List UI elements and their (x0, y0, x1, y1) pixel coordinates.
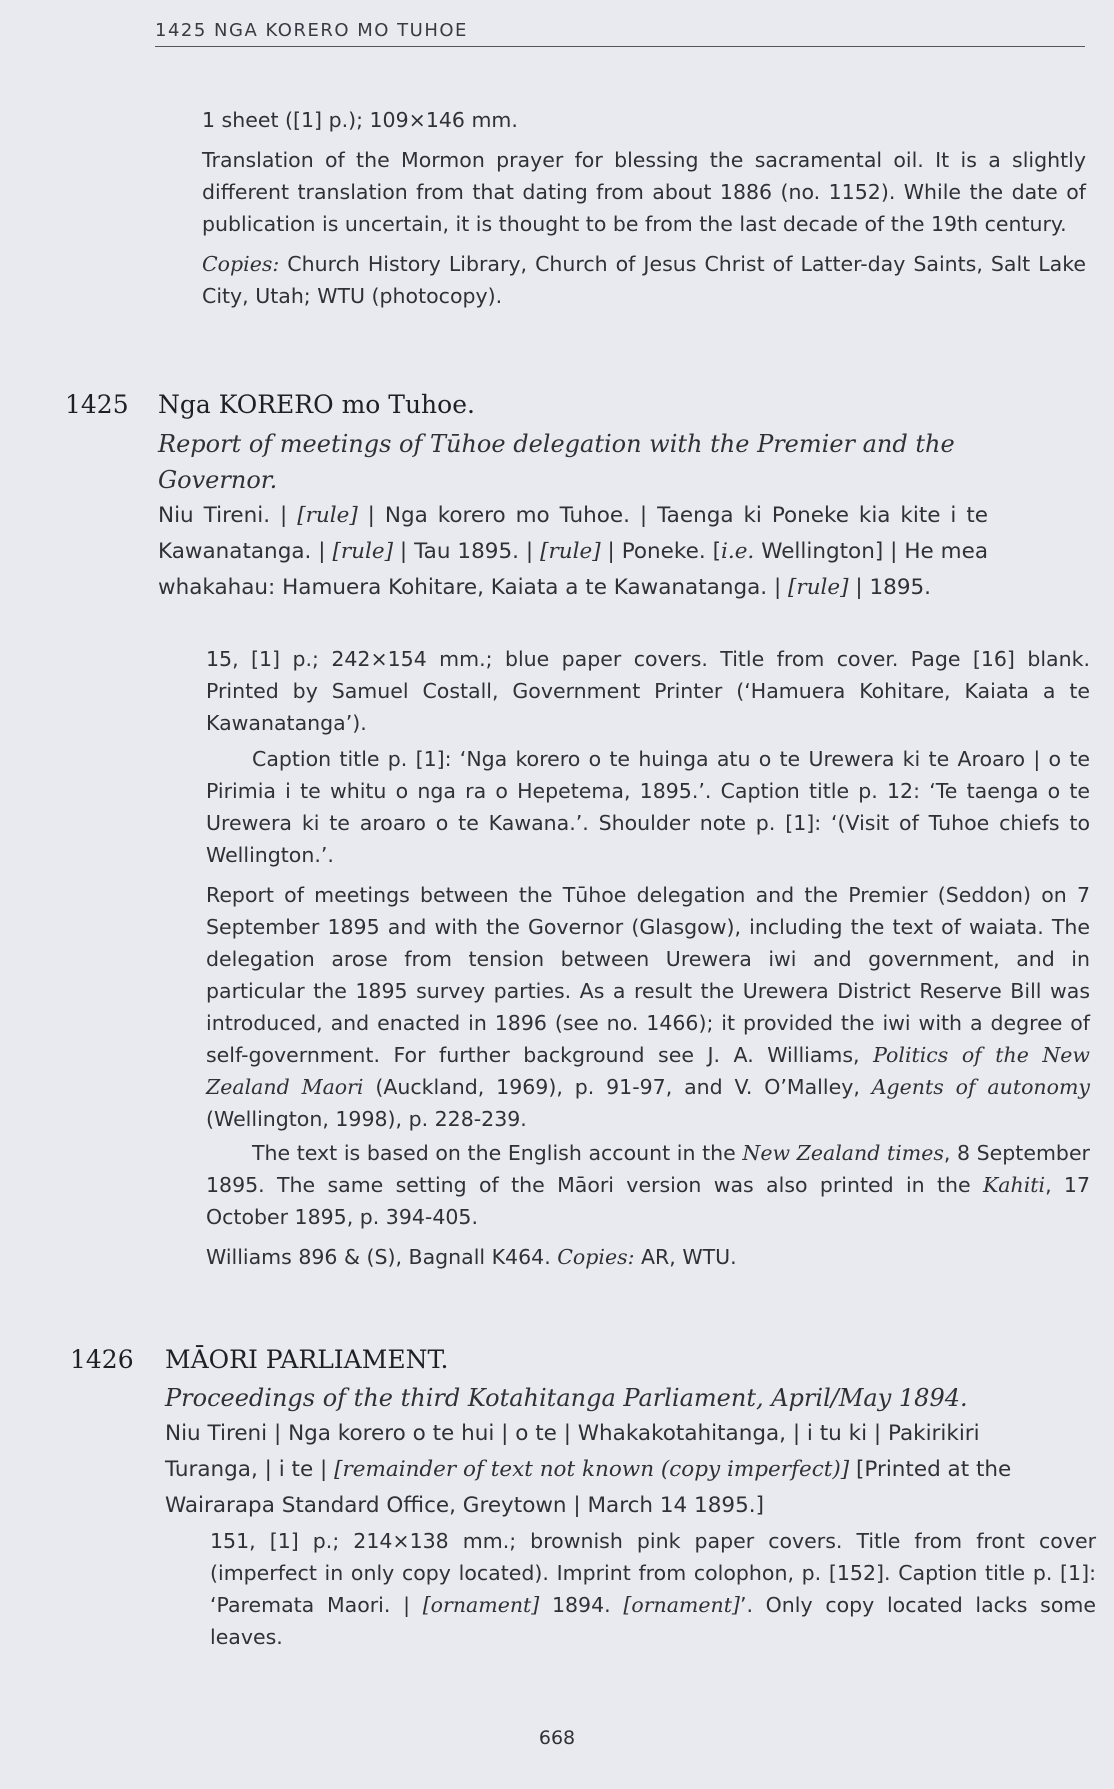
text-basis-note-1425: The text is based on the English account in the New Zealand times, 8 September 1895. The same setting of the Māori version was also printed in the Kahiti, 17 October 1895, p. 394-405. (206, 1141, 1090, 1229)
physical-description-1426: 151, [1] p.; 214×138 mm.; brownish pink paper covers. Title from front cover (imperfect in only copy located). Imprint from colophon, p. [152]. Caption title p. [1]: ‘Paremata Maori. | [ornament] 1894. [ornament]’. Only copy located lacks some leaves. (210, 1529, 1096, 1649)
prev-copies: Copies: Church History Library, Church of Jesus Christ of Latter-day Saints, Salt Lake City, Utah; WTU (photocopy). (202, 252, 1086, 308)
entry-number-1426: 1426 (70, 1345, 134, 1374)
references-1425: Williams 896 & (S), Bagnall K464. Copies: AR, WTU. (206, 1245, 737, 1269)
entry-1425-notes (206, 643, 1090, 1273)
prev-note: Translation of the Mormon prayer for blessing the sacramental oil. It is a slightly different translation from that dating from about 1886 (no. 1152). While the date of publication is uncertain, it is thought to be from the last decade of the 19th century. (202, 148, 1086, 236)
copies-label: Copies: (202, 252, 280, 276)
entry-1425-titlepage (158, 426, 988, 606)
prev-entry (202, 104, 1086, 312)
page-number: 668 (538, 1727, 576, 1749)
entry-subtitle-1426: Proceedings of the third Kotahitanga Parliament, April/May 1894. (165, 1384, 968, 1412)
entry-number-1425: 1425 (65, 390, 129, 419)
entry-heading-1426: MĀORI PARLIAMENT. (165, 1345, 449, 1374)
entry-heading-1425: Nga KORERO mo Tuhoe. (158, 390, 475, 419)
prev-physical-description: 1 sheet ([1] p.); 109×146 mm. (202, 108, 518, 132)
title-page-transcription-1426: Niu Tireni | Nga korero o te hui | o te | Whakakotahitanga, | i tu ki | Pakirikiri Turanga, | i te | [remainder of text not known (copy imperfect)] [Printed at the Wairarapa Standard Office, Greytown | March 14 1895.] (165, 1421, 1012, 1518)
entry-subtitle-1425: Report of meetings of Tūhoe delegation with the Premier and the Governor. (158, 430, 955, 494)
caption-note-1425: Caption title p. [1]: ‘Nga korero o te huinga atu o te Urewera ki te Aroaro | o te Pirimia i te whitu o nga ra o Hepetema, 1895.’. Caption title p. 12: ‘Te taenga o te Urewera ki te aroaro o te Kawana.’. Shoulder note p. [1]: ‘(Visit of Tuhoe chiefs to Wellington.’. (206, 747, 1090, 867)
physical-description-1425: 15, [1] p.; 242×154 mm.; blue paper covers. Title from cover. Page [16] blank. Printed by Samuel Costall, Government Printer (‘Hamuera Kohitare, Kaiata a te Kawanatanga’). (206, 647, 1090, 735)
entry-1426-titlepage (165, 1380, 1065, 1524)
title-page-transcription-1425: Niu Tireni. | [rule] | Nga korero mo Tuhoe. | Taenga ki Poneke kia kite i te Kawanatanga. | [rule] | Tau 1895. | [rule] | Poneke. [i.e. Wellington] | He mea whakahau: Hamuera Kohitare, Kaiata a te Kawanatanga. | [rule] | 1895. (158, 503, 989, 600)
report-note-1425: Report of meetings between the Tūhoe delegation and the Premier (Seddon) on 7 September 1895 and with the Governor (Glasgow), including the text of waiata. The delegation arose from tension between Urewera iwi and government, and in particular the 1895 survey parties. As a result the Urewera District Reserve Bill was introduced, and enacted in 1896 (see no. 1466); it provided the iwi with a degree of self-government. For further background see J. A. Williams, Politics of the New Zealand Maori (Auckland, 1969), p. 91-97, and V. O’Malley, Agents of autonomy (Wellington, 1998), p. 228-239. (206, 883, 1090, 1131)
copies-label: Copies: (557, 1245, 635, 1269)
entry-1426-notes (210, 1525, 1096, 1653)
running-head: 1425 NGA KORERO MO TUHOE (155, 20, 1085, 47)
